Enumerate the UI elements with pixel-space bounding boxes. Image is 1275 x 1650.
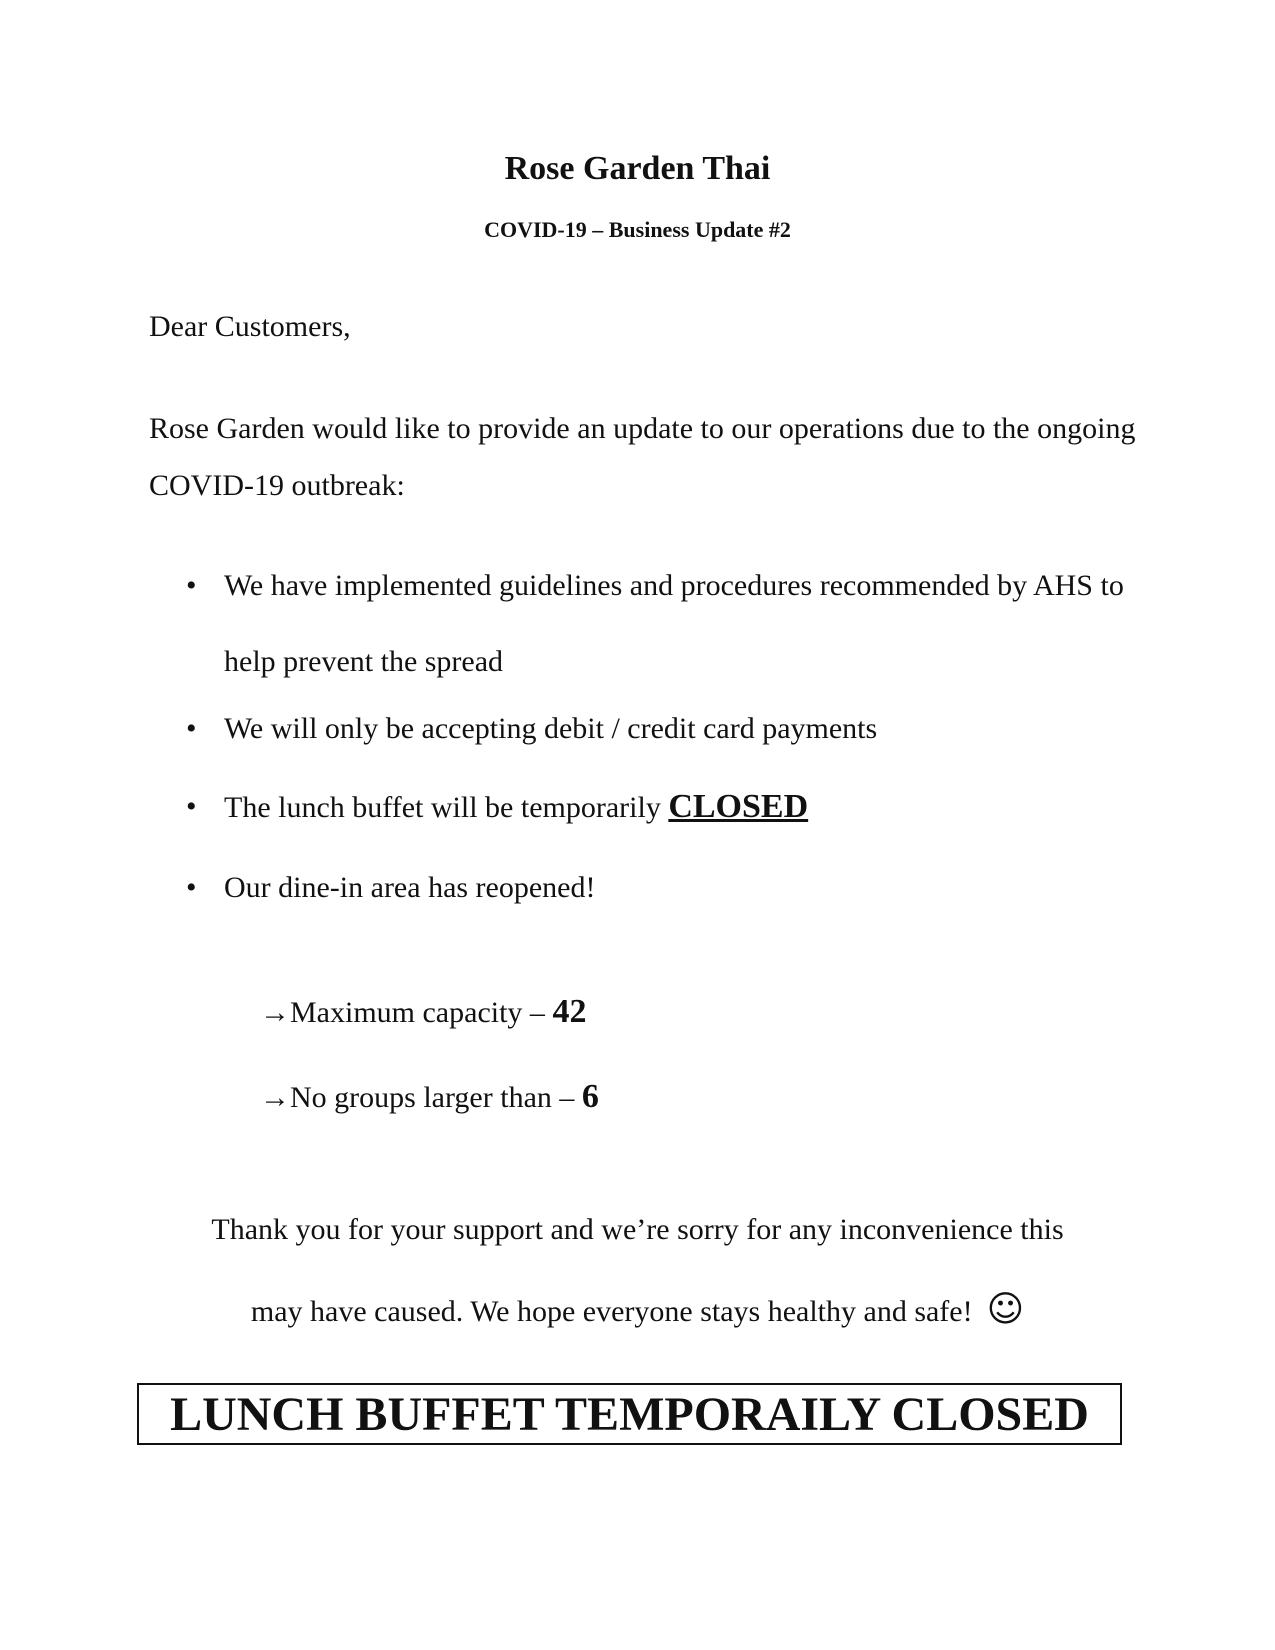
list-item-text: We have implemented guidelines and procedures recommended by AHS to help prevent the spread: [224, 569, 1124, 678]
list-item-text: The lunch buffet will be temporarily: [224, 791, 669, 824]
smiley-icon: ☺: [986, 1289, 1025, 1330]
page-title: Rose Garden Thai: [504, 150, 771, 187]
group-size-label: No groups larger than –: [290, 1081, 582, 1114]
salutation: Dear Customers,: [149, 310, 351, 343]
list-item: [186, 873, 1136, 903]
list-item: [186, 788, 1136, 825]
capacity-value: 42: [552, 993, 587, 1030]
arrow-icon: →: [260, 1081, 290, 1114]
closing-paragraph: [0, 1190, 1275, 1352]
closing-line: Thank you for your support and we’re sorry for any inconvenience this: [211, 1213, 1064, 1246]
arrow-icon: →: [260, 996, 290, 1029]
capacity-label: Maximum capacity –: [290, 996, 553, 1029]
closing-line-2: [0, 1270, 1275, 1352]
page-subtitle: COVID-19 – Business Update #2: [484, 217, 791, 242]
closed-emphasis: CLOSED: [668, 788, 809, 825]
group-size-value: 6: [581, 1078, 599, 1115]
group-size-item: [260, 1078, 599, 1116]
list-item-text: Our dine-in area has reopened!: [224, 871, 596, 904]
closed-banner: LUNCH BUFFET TEMPORAILY CLOSED: [137, 1383, 1122, 1445]
list-item: [186, 548, 1136, 700]
closing-text: may have caused. We hope everyone stays healthy and safe!: [250, 1295, 973, 1328]
capacity-item: [260, 993, 586, 1031]
intro-paragraph: Rose Garden would like to provide an update to our operations due to the ongoing COVID-19 outbreak:: [149, 412, 1136, 502]
update-list: [186, 566, 1136, 903]
list-item: [186, 714, 1136, 744]
list-item-text: We will only be accepting debit / credit card payments: [224, 712, 878, 745]
